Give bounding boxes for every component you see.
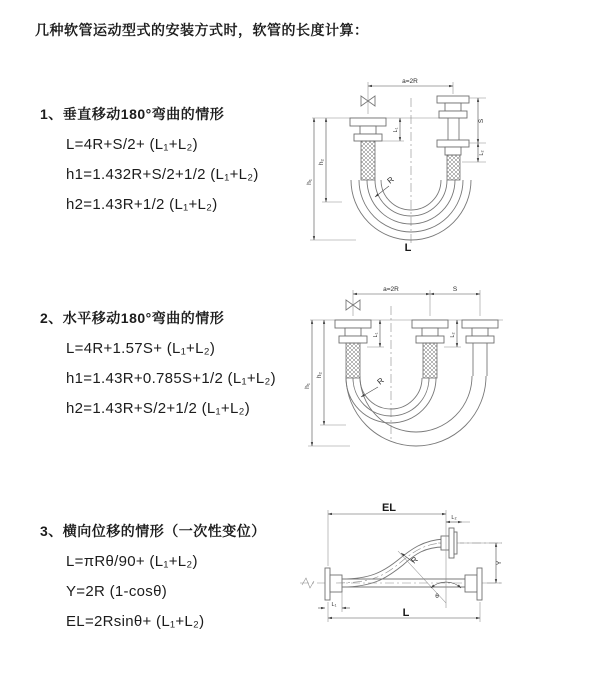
formula-h1: h1=1.432R+S/2+1/2 (L₁+L₂)	[66, 166, 259, 183]
dim-label-a2r: a=2R	[402, 78, 418, 85]
dim-label-l: L	[402, 607, 410, 619]
dim-label-s: S	[452, 286, 458, 293]
dim-label-radius: R	[409, 554, 420, 566]
formula-h2: h2=1.43R+S/2+1/2 (L₁+L₂)	[66, 400, 251, 417]
section-lateral-displacement	[40, 521, 266, 637]
formula-l: L=πRθ/90+ (L₁+L₂)	[66, 553, 198, 570]
dim-label-l2: L₂	[451, 515, 457, 521]
diagram-lateral-displacement	[294, 496, 600, 660]
dim-label-s: S	[478, 118, 485, 124]
diagram-vertical-u-bend	[298, 70, 590, 262]
formula-h1: h1=1.43R+0.785S+1/2 (L₁+L₂)	[66, 370, 276, 387]
dim-label-l1: L₁	[331, 602, 337, 608]
dim-label-a2r: a=2R	[383, 286, 399, 293]
dim-label-l1: L₁	[373, 332, 379, 338]
dim-label-length: L	[404, 242, 412, 254]
section-3-heading: 3、横向位移的情形（一次性变位）	[40, 523, 266, 539]
section-1-heading: 1、垂直移动180°弯曲的情形	[40, 106, 225, 122]
diagram-horizontal-u-bend	[298, 280, 590, 455]
formula-el: EL=2Rsinθ+ (L₁+L₂)	[66, 613, 205, 630]
dim-label-radius: R	[385, 174, 396, 186]
section-vertical-movement	[40, 104, 259, 220]
dim-label-l2: L₂	[479, 150, 485, 156]
dim-label-h1: h₁	[306, 179, 313, 185]
formula-l: L=4R+1.57S+ (L₁+L₂)	[66, 340, 216, 357]
page-title: 几种软管运动型式的安装方式时，软管的长度计算：	[35, 22, 369, 38]
formula-l: L=4R+S/2+ (L₁+L₂)	[66, 136, 198, 153]
formula-h2: h2=1.43R+1/2 (L₁+L₂)	[66, 196, 218, 213]
dim-label-el: EL	[381, 502, 397, 514]
formula-y: Y=2R (1-cosθ)	[66, 583, 168, 600]
dim-label-h2: h₂	[316, 371, 323, 379]
dim-label-radius: R	[375, 375, 386, 387]
dim-label-theta: θ	[435, 593, 439, 600]
dim-label-l2: L₂	[450, 332, 456, 338]
dim-label-h2: h₂	[318, 158, 325, 166]
dim-label-l1: L₁	[393, 127, 399, 133]
section-2-heading: 2、水平移动180°弯曲的情形	[40, 310, 225, 326]
section-horizontal-movement	[40, 308, 276, 424]
dim-label-h1: h₁	[304, 383, 311, 389]
dim-label-y: Y	[496, 560, 503, 566]
